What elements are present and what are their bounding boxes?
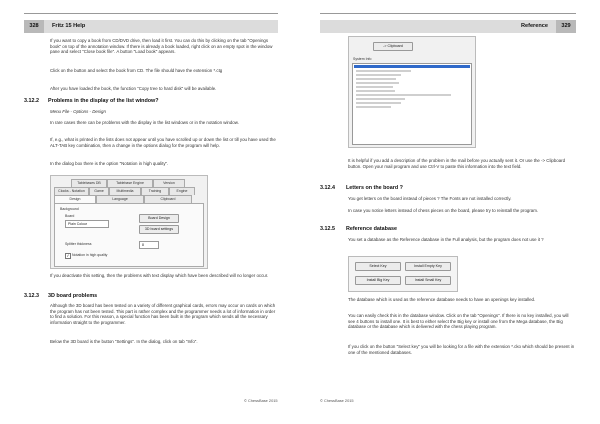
right-page-number: 329 xyxy=(556,20,576,33)
board-label: Board xyxy=(65,214,75,218)
system-info-figure xyxy=(348,36,476,148)
install-big-key-button[interactable]: Install Big Key xyxy=(355,276,401,285)
right-header-rule xyxy=(320,13,576,14)
section-title: Reference database xyxy=(346,226,397,232)
background-group-label: Background xyxy=(60,207,79,211)
section-number: 3.12.3 xyxy=(24,293,39,299)
3d-board-settings-button[interactable]: 3D board settings xyxy=(139,225,179,234)
install-small-key-button[interactable]: Install Small Key xyxy=(405,276,451,285)
tab-multimedia[interactable]: Multimedia xyxy=(109,187,141,195)
info-row xyxy=(356,78,396,80)
refdb-p2: The database which is used as the reference database needs to have an openings key installed. xyxy=(348,297,536,302)
info-row xyxy=(356,90,395,92)
info-row xyxy=(356,94,451,96)
section-3-12-3-heading xyxy=(24,293,97,300)
tab-version[interactable]: Version xyxy=(153,179,185,187)
right-page xyxy=(300,0,600,424)
left-intro-paragraph: If you want to copy a book from CD/DVD drive, then load it first. You can do this by clicking on the tab "Openings book" on top of the annotation window. If there is already a book loaded, right click on an empty spot in the window pane and select "Close book file". A button "Load book" appears. xyxy=(50,38,273,55)
info-row xyxy=(356,70,411,72)
helpful-paragraph: It is helpful if you add a description of the problem in the mail before you actually sent it. Or use the -> Clipboard button. Open your mail program and use Ctrl-V to paste this information into the text field. xyxy=(348,158,566,169)
left-after-paragraph: After you have loaded the book, the function "Copy tree to hard disk" will be available. xyxy=(50,86,217,91)
board-select[interactable]: Plain Colour xyxy=(65,220,109,228)
letters-p1: You get letters on the board instead of pieces ? The Fonts are not installed correctly. xyxy=(348,196,512,201)
splitter-input[interactable]: 8 xyxy=(139,241,159,249)
section-number: 3.12.4 xyxy=(320,185,335,191)
list-window-p1: In rare cases there can be problems with the display in the list windows or in the notation window. xyxy=(50,120,239,125)
left-header-rule xyxy=(24,13,278,14)
left-page-number: 328 xyxy=(24,20,44,33)
section-title: Problems in the display of the list window? xyxy=(48,98,159,104)
refdb-p4: If you click on the button "Select key" you will be looking for a file with the extension *.cko which should be present in one of the mentioned databases. xyxy=(348,344,575,355)
notation-quality-label: Notation in high quality xyxy=(72,253,108,257)
tab-language[interactable]: Language xyxy=(96,195,144,203)
design-tab-panel xyxy=(54,203,204,267)
section-3-12-5-heading xyxy=(320,226,397,233)
left-page-header xyxy=(24,20,278,33)
letters-p2: In case you notice letters instead of chess pieces on the board, please try to reinstall the program. xyxy=(348,208,539,213)
tab-design[interactable]: Design xyxy=(54,195,96,203)
left-header-title: Fritz 15 Help xyxy=(52,23,86,29)
splitter-label: Splitter thickness xyxy=(65,242,92,246)
selected-info-row xyxy=(354,65,470,68)
tab-clipboard[interactable]: Clipboard xyxy=(144,195,192,203)
tab-clocks-notation[interactable]: Clocks - Notation xyxy=(54,187,89,195)
right-footer: © ChessBase 2015 xyxy=(320,398,354,403)
section-number: 3.12.2 xyxy=(24,98,39,104)
info-row xyxy=(356,82,399,84)
options-dialog-figure xyxy=(50,175,208,269)
openings-key-buttons-figure xyxy=(348,256,458,292)
right-header-title: Reference xyxy=(520,23,548,29)
section-3-12-4-heading xyxy=(320,185,403,192)
board-design-button[interactable]: Board Design xyxy=(139,214,179,223)
left-click-paragraph: Click on the button and select the book from CD. The file should have the extension *.ctg xyxy=(50,68,223,73)
refdb-p3: You can easily check this in the database window. Click on the tab "Openings". If there is no key installed, you will see 4 buttons to install one. It is best to either select the Big key or install one from the Mega database, the Big database or the database which is delivered with the chess playing program. xyxy=(348,313,569,330)
tab-game[interactable]: Game xyxy=(89,187,109,195)
section-number: 3.12.5 xyxy=(320,226,335,232)
info-row xyxy=(356,98,405,100)
section-3-12-2-heading xyxy=(24,98,159,105)
info-row xyxy=(356,102,401,104)
system-info-label: System Info xyxy=(353,57,372,61)
list-window-p3: In the dialog box there is the option "Notation in high quality". xyxy=(50,161,169,166)
list-window-p4: If you deactivate this setting, then the problems with text display which have been described will no longer occur. xyxy=(50,273,269,278)
info-row xyxy=(356,86,393,88)
tab-tablebase-engine[interactable]: Tablebase Engine xyxy=(107,179,153,187)
install-empty-key-button[interactable]: Install Empty Key xyxy=(405,262,451,271)
3d-board-p2: Below the 3D board is the button "Settings". In the dialog, click on tab "Info". xyxy=(50,339,198,344)
menu-path: Menu File - Options - Design xyxy=(50,109,106,114)
list-window-p2: If, e.g., what is printed in the lists does not appear until you have scrolled up or down the list or till you have used the ALT-TAB key combination, then a change in the options dialog for the program will help. xyxy=(50,137,276,148)
notation-checkbox[interactable]: ✓ xyxy=(66,253,70,258)
tab-tablebases-db[interactable]: Tablebases DB xyxy=(71,179,107,187)
select-key-button[interactable]: Select Key xyxy=(355,262,401,271)
info-row xyxy=(356,74,401,76)
right-page-header xyxy=(320,20,576,33)
3d-board-p1: Although the 3D board has been tested on a variety of different graphical cards, errors may occur on cards on which the program has not been tested. This part is rather complex and the programmer needs a lot of information in order to find a solution. For this reason, a special function has been built in the program which sends all the necessary information straight to the programmer. xyxy=(50,303,276,326)
system-info-list[interactable] xyxy=(352,63,472,145)
refdb-p1: You set a database as the Reference database in the Full analysis, but the program does not use it ? xyxy=(348,237,544,242)
tab-engine[interactable]: Engine xyxy=(169,187,195,195)
info-row xyxy=(356,106,391,108)
left-footer: © ChessBase 2015 xyxy=(244,398,278,403)
clipboard-button[interactable]: -> Clipboard xyxy=(373,42,413,51)
tab-training[interactable]: Training xyxy=(141,187,169,195)
section-title: Letters on the board ? xyxy=(346,185,403,191)
section-title: 3D board problems xyxy=(48,293,98,299)
